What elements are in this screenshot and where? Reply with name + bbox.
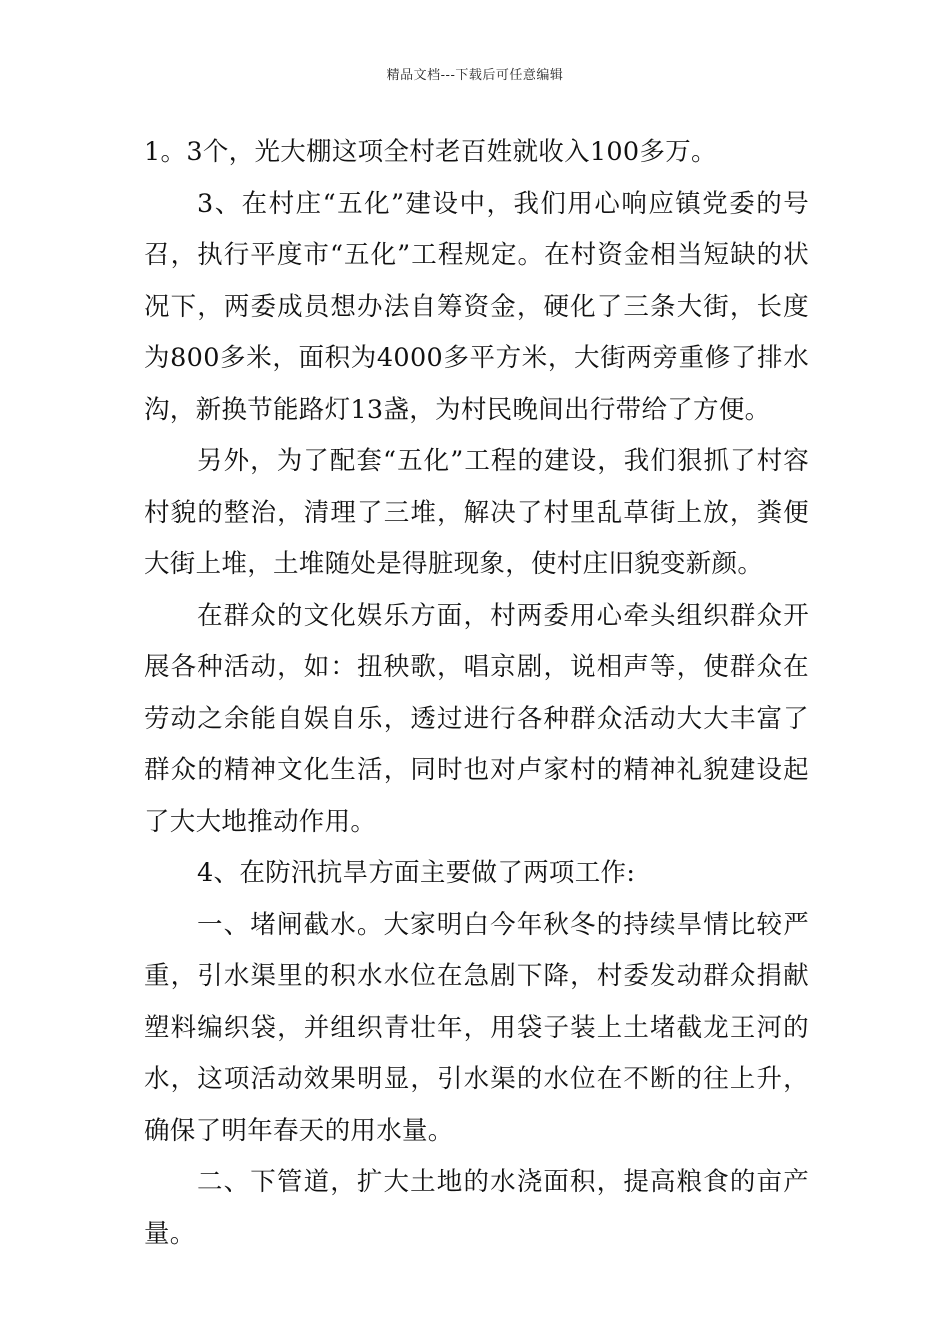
page-header: 精品文档---下载后可任意编辑: [386, 68, 564, 83]
paragraph-5: 4、在防汛抗旱方面主要做了两项工作:: [197, 858, 636, 888]
paragraph-2: 3、在村庄“五化”建设中，我们用心响应镇党委的号召，执行平度市“五化”工程规定。在村资金相当短缺的状况下，两委成员想办法自筹资金，硬化了三条大街，长度为800多米，面积为4000多平方米，大街两旁重修了排水沟，新换节能路灯13盏，为村民晚间出行带给了方便。: [144, 188, 809, 425]
document-body: [144, 127, 809, 1260]
paragraph-3: 另外，为了配套“五化”工程的建设，我们狠抓了村容村貌的整治，清理了三堆，解决了村里乱草街上放，粪便大街上堆，土堆随处是得脏现象，使村庄旧貌变新颜。: [144, 446, 809, 579]
paragraph-7: 二、下管道，扩大土地的水浇面积，提高粮食的亩产量。: [144, 1167, 809, 1249]
paragraph-1: 1。3个，光大棚这项全村老百姓就收入100多万。: [144, 137, 717, 167]
paragraph-6: 一、堵闸截水。大家明白今年秋冬的持续旱情比较严重，引水渠里的积水水位在急剧下降，村委发动群众捐献塑料编织袋，并组织青壮年，用袋子装上土堵截龙王河的水，这项活动效果明显，引水渠的水位在不断的往上升，确保了明年春天的用水量。: [144, 909, 809, 1146]
paragraph-4: 在群众的文化娱乐方面，村两委用心牵头组织群众开展各种活动，如：扭秧歌，唱京剧，说相声等，使群众在劳动之余能自娱自乐，透过进行各种群众活动大大丰富了群众的精神文化生活，同时也对卢家村的精神礼貌建设起了大大地推动作用。: [144, 600, 809, 837]
